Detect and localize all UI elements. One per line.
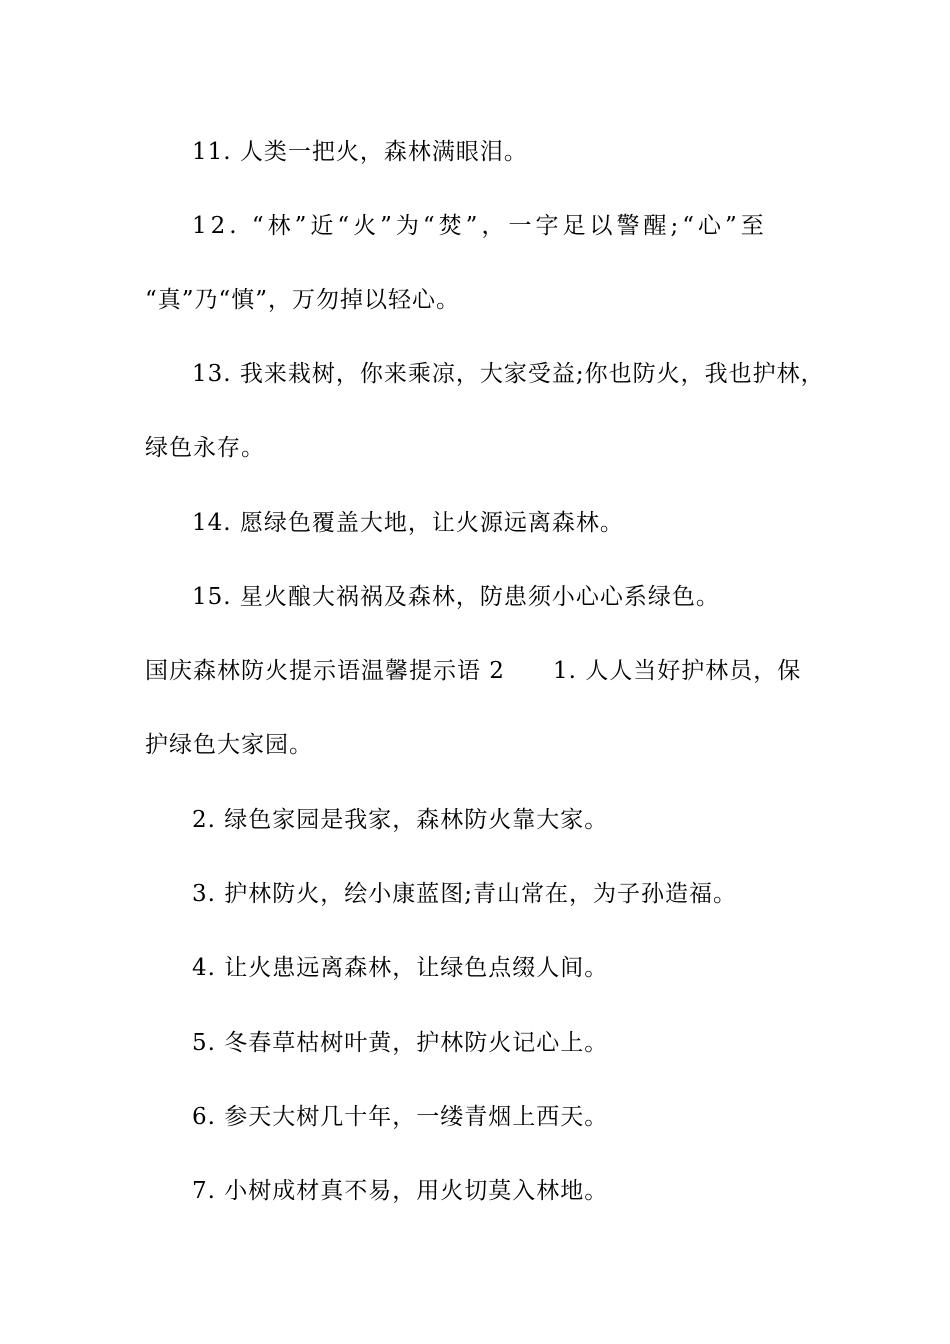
slogan-12-continued: “真”乃“慎”，万勿掉以轻心。: [145, 287, 461, 313]
slogan-12: 12. “林”近“火”为“焚”，一字足以警醒;“心”至: [192, 213, 768, 239]
slogan-13: 13. 我来栽树，你来乘凉，大家受益;你也防火，我也护林，: [192, 361, 825, 387]
section-heading-with-slogan-1: 国庆森林防火提示语温馨提示语 2 1. 人人当好护林员，保: [145, 658, 802, 684]
slogan-4: 4. 让火患远离森林，让绿色点缀人间。: [192, 955, 609, 981]
slogan-13-continued: 绿色永存。: [145, 435, 265, 461]
slogan-1-continued: 护绿色大家园。: [145, 732, 313, 758]
slogan-6: 6. 参天大树几十年，一缕青烟上西天。: [192, 1104, 609, 1130]
slogan-3: 3. 护林防火，绘小康蓝图;青山常在，为子孙造福。: [192, 881, 738, 907]
slogan-7: 7. 小树成材真不易，用火切莫入林地。: [192, 1178, 609, 1204]
slogan-2: 2. 绿色家园是我家，森林防火靠大家。: [192, 807, 609, 833]
slogan-14: 14. 愿绿色覆盖大地，让火源远离森林。: [192, 510, 624, 536]
slogan-15: 15. 星火酿大祸祸及森林，防患须小心心系绿色。: [192, 584, 720, 610]
slogan-11: 11. 人类一把火，森林满眼泪。: [192, 139, 528, 165]
slogan-5: 5. 冬春草枯树叶黄，护林防火记心上。: [192, 1030, 609, 1056]
